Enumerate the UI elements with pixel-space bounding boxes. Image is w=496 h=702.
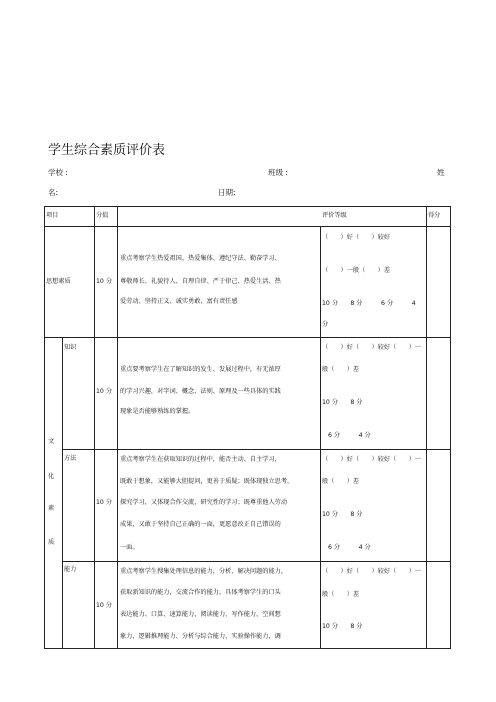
school-label: 学校 :: [48, 168, 68, 177]
name-label-end: 名:: [48, 188, 59, 197]
moral-rating-line: 分: [322, 321, 329, 328]
method-desc-line: 一面。: [120, 544, 139, 551]
knowledge-rating-line: 6 分 4 分: [328, 432, 371, 439]
method-label: 方法: [64, 455, 77, 462]
method-rating-line: 6 分 4 分: [328, 544, 371, 551]
method-rating-line: 10 分 8 分: [322, 511, 363, 518]
method-rating-line: 般（ ）差: [322, 478, 360, 485]
ability-label: 能力: [64, 566, 77, 573]
moral-desc-line: 尊敬师长、礼貌待人、自理自律、严于律己、热爱生活、热: [120, 278, 281, 285]
moral-rating-line: （ ）好（ ）较好: [322, 234, 391, 241]
method-rating-line: （ ）好（ ）较好（ ）一: [322, 456, 421, 463]
method-desc-line: 探究学习，又体现合作交流，研究性的学习；既尊重他人劳动: [120, 499, 288, 506]
method-score: 10 分: [96, 499, 113, 506]
ability-rating-line: 10 分 8 分: [322, 623, 363, 630]
ability-desc-line: 重点考察学生搜集处理信息的能力，分析、解决问题的能力，: [120, 568, 288, 575]
knowledge-desc-line: 的学习兴趣，对字词、概念、法则、原理及一些具体的实践: [120, 388, 281, 395]
header-item: 项目: [46, 212, 59, 219]
method-desc-line: 重点考察学生在获取知识的过程中，能否主动、自主学习，: [120, 456, 281, 463]
method-desc-line: 既敢于想象，又能够大胆提问，更善于质疑；既体现独立思考，: [120, 478, 294, 485]
knowledge-rating-line: （ ）好（ ）较好（ ）一: [322, 344, 421, 351]
moral-score: 10 分: [96, 278, 113, 285]
moral-desc-line: 重点考察学生热爱祖国、热爱集体、遵纪守法、勤奋学习、: [120, 255, 281, 262]
page-title: 学生综合素质评价表: [48, 143, 166, 158]
culture-label-char: 质: [48, 539, 55, 546]
ability-desc-line: 表达能力、口算、速算能力，阅读能力、写作能力，空间想: [120, 611, 281, 618]
moral-desc-line: 爱劳动、坚持正义、诚实勇敢、富有责任感: [120, 298, 238, 305]
header-score-value: 分值: [96, 212, 109, 219]
moral-rating-line: （ ）一般（ ）差: [322, 267, 391, 274]
knowledge-rating-line: 般（ ）差: [322, 366, 360, 373]
knowledge-score: 10 分: [96, 388, 113, 395]
knowledge-desc-line: 现象是否能够熟练的掌握。: [120, 408, 195, 415]
culture-label-char: 素: [48, 505, 55, 512]
knowledge-rating-line: 10 分 8 分: [322, 399, 363, 406]
ability-desc-line: 象力，逻辑推理能力、分析与综合能力、实验操作能力，调: [120, 633, 281, 640]
knowledge-label: 知识: [64, 344, 77, 351]
name-label-start: 姓: [437, 168, 445, 177]
moral-rating-line: 10 分 8 分 6 分 4: [322, 300, 416, 307]
knowledge-desc-line: 重点要考察学生在了解知识的发生、发展过程中，有无浓厚: [120, 366, 281, 373]
header-got-score: 得分: [428, 212, 441, 219]
class-label: 班级 :: [268, 168, 288, 177]
date-label: 日期:: [218, 188, 236, 197]
culture-label-char: 化: [48, 473, 55, 480]
ability-desc-line: 获取新知识的能力，交流合作的能力，具体考察学生的口头: [120, 589, 281, 596]
ability-rating-line: （ ）好（ ）较好（ ）一: [322, 568, 421, 575]
ability-score: 10 分: [96, 602, 113, 609]
ability-rating-line: 般（ ）差: [322, 591, 360, 598]
header-rating: 评价等级: [322, 212, 347, 219]
culture-label-char: 文: [48, 438, 55, 445]
method-desc-line: 成果，又敢于坚持自己正确的一面，更愿意改正自己错误的: [120, 521, 281, 528]
moral-label: 思想素质: [46, 278, 71, 285]
